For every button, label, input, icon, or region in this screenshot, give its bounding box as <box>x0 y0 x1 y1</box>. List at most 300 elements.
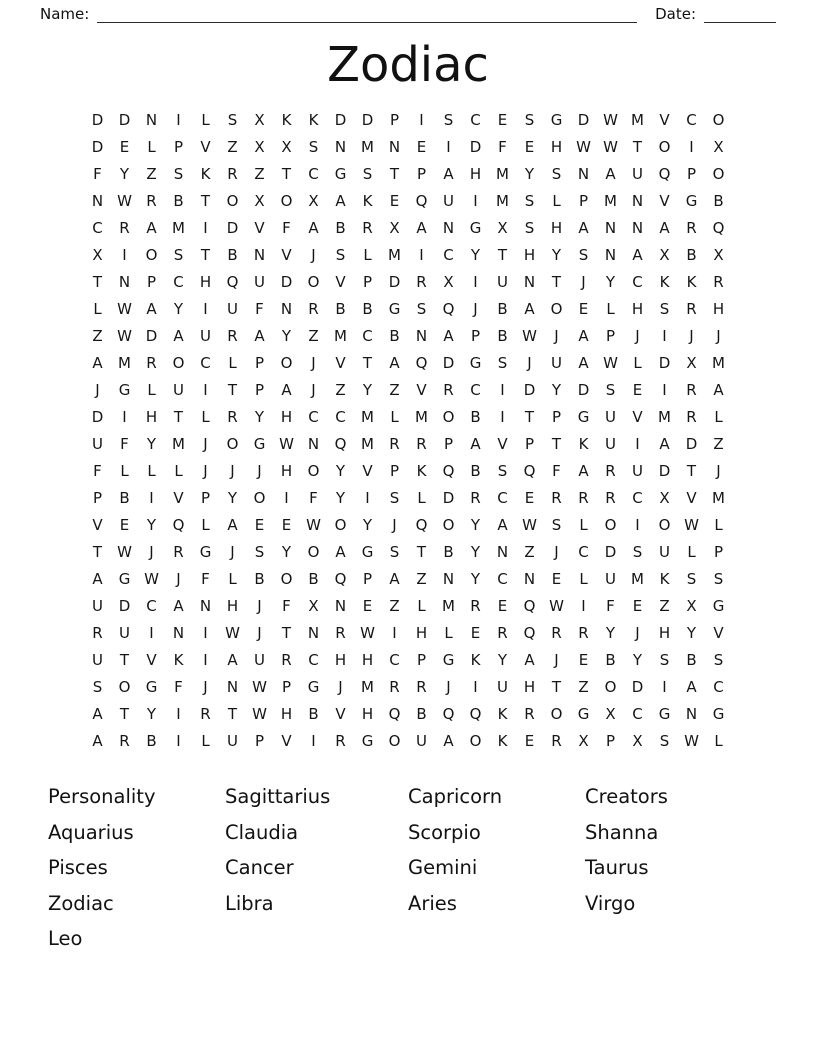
grid-letter: T <box>389 165 400 183</box>
grid-letter: J <box>716 327 721 345</box>
grid-letter: G <box>118 570 131 588</box>
grid-letter: X <box>713 246 724 264</box>
grid-letter: R <box>524 705 535 723</box>
word-list-item: Virgo <box>585 891 636 915</box>
grid-letter: T <box>497 246 508 264</box>
grid-letter: Y <box>281 327 292 345</box>
grid-letter: M <box>496 192 509 210</box>
grid-letter: S <box>254 543 265 561</box>
grid-letter: C <box>470 381 481 399</box>
grid-letter: U <box>632 165 643 183</box>
grid-letter: R <box>578 624 589 642</box>
grid-letter: N <box>415 327 428 345</box>
grid-letter: A <box>173 597 184 615</box>
grid-letter: D <box>442 489 455 507</box>
grid-letter: C <box>443 246 454 264</box>
grid-letter: A <box>659 435 670 453</box>
grid-letter: J <box>311 381 316 399</box>
grid-letter: L <box>201 516 210 534</box>
grid-letter: A <box>443 165 454 183</box>
grid-letter: T <box>119 705 130 723</box>
grid-letter: G <box>199 543 212 561</box>
grid-letter: Y <box>524 165 535 183</box>
grid-letter: I <box>203 300 208 318</box>
grid-letter: M <box>631 570 644 588</box>
grid-letter: X <box>605 705 616 723</box>
grid-letter: E <box>578 300 589 318</box>
grid-letter: J <box>473 300 478 318</box>
grid-letter: Y <box>335 462 346 480</box>
grid-letter: O <box>604 678 617 696</box>
grid-letter: U <box>443 192 454 210</box>
grid-letter: K <box>497 705 508 723</box>
grid-letter: X <box>713 138 724 156</box>
grid-letter: P <box>605 732 616 750</box>
grid-letter: P <box>92 489 103 507</box>
grid-letter: V <box>686 489 697 507</box>
grid-letter: L <box>147 138 156 156</box>
grid-letter: W <box>144 570 159 588</box>
grid-letter: G <box>388 300 401 318</box>
grid-letter: Y <box>254 408 265 426</box>
grid-letter: E <box>119 516 130 534</box>
grid-letter: I <box>662 678 667 696</box>
grid-letter: L <box>444 624 453 642</box>
grid-letter: D <box>658 354 671 372</box>
grid-letter: J <box>554 543 559 561</box>
grid-letter: Y <box>551 381 562 399</box>
grid-letter: Q <box>172 516 185 534</box>
grid-letter: J <box>311 354 316 372</box>
grid-letter: R <box>335 732 346 750</box>
grid-letter: N <box>631 219 644 237</box>
grid-letter: P <box>281 678 292 696</box>
grid-letter: L <box>390 408 399 426</box>
grid-letter: H <box>361 705 374 723</box>
grid-letter: S <box>443 111 454 129</box>
grid-letter: W <box>576 138 591 156</box>
grid-letter: L <box>147 381 156 399</box>
grid-letter: N <box>442 219 455 237</box>
grid-letter: H <box>415 624 428 642</box>
grid-letter: M <box>361 435 374 453</box>
grid-letter: C <box>578 543 589 561</box>
grid-letter: R <box>713 273 724 291</box>
grid-letter: B <box>335 300 346 318</box>
grid-letter: I <box>662 381 667 399</box>
grid-letter: W <box>279 435 294 453</box>
grid-letter: W <box>684 732 699 750</box>
grid-letter: A <box>443 732 454 750</box>
grid-letter: I <box>203 624 208 642</box>
grid-letter: I <box>473 192 478 210</box>
grid-letter: B <box>335 219 346 237</box>
grid-letter: N <box>307 624 320 642</box>
grid-letter: A <box>416 219 427 237</box>
grid-letter: W <box>522 327 537 345</box>
grid-letter: V <box>335 354 346 372</box>
grid-letter: H <box>469 165 482 183</box>
grid-letter: C <box>686 111 697 129</box>
grid-letter: B <box>686 246 697 264</box>
grid-letter: Y <box>686 624 697 642</box>
grid-letter: G <box>577 705 590 723</box>
grid-letter: G <box>712 597 725 615</box>
grid-letter: B <box>308 570 319 588</box>
grid-letter: L <box>201 111 210 129</box>
grid-letter: Y <box>470 570 481 588</box>
grid-letter: R <box>497 624 508 642</box>
grid-letter: Y <box>362 516 373 534</box>
grid-letter: J <box>176 570 181 588</box>
grid-letter: E <box>524 138 535 156</box>
grid-letter: T <box>281 165 292 183</box>
grid-letter: B <box>254 570 265 588</box>
grid-letter: W <box>117 192 132 210</box>
grid-letter: A <box>578 219 589 237</box>
grid-letter: B <box>686 651 697 669</box>
grid-letter: C <box>389 651 400 669</box>
grid-letter: P <box>524 435 535 453</box>
grid-letter: L <box>228 570 237 588</box>
grid-letter: F <box>93 165 102 183</box>
grid-letter: V <box>497 435 508 453</box>
grid-letter: V <box>362 462 373 480</box>
grid-letter: Z <box>335 381 346 399</box>
grid-letter: B <box>470 462 481 480</box>
grid-letter: Q <box>712 219 725 237</box>
grid-letter: E <box>551 570 562 588</box>
grid-letter: M <box>172 219 185 237</box>
word-search-grid <box>84 107 732 755</box>
grid-letter: T <box>632 138 643 156</box>
grid-letter: O <box>226 435 239 453</box>
grid-letter: S <box>713 651 724 669</box>
grid-letter: H <box>712 300 725 318</box>
grid-letter: I <box>635 516 640 534</box>
grid-letter: N <box>334 138 347 156</box>
grid-letter: L <box>606 300 615 318</box>
grid-letter: N <box>307 435 320 453</box>
grid-letter: X <box>578 732 589 750</box>
grid-letter: E <box>497 111 508 129</box>
grid-letter: G <box>118 381 131 399</box>
grid-letter: R <box>443 381 454 399</box>
grid-letter: K <box>281 111 292 129</box>
grid-letter: W <box>549 597 564 615</box>
grid-letter: R <box>551 732 562 750</box>
grid-letter: T <box>200 246 211 264</box>
word-list-item: Aries <box>408 891 457 915</box>
grid-letter: O <box>118 678 131 696</box>
grid-letter: P <box>551 408 562 426</box>
grid-letter: A <box>578 354 589 372</box>
grid-letter: M <box>118 354 131 372</box>
grid-letter: D <box>442 354 455 372</box>
grid-letter: V <box>416 381 427 399</box>
grid-letter: O <box>550 300 563 318</box>
grid-letter: B <box>497 327 508 345</box>
grid-letter: A <box>578 462 589 480</box>
grid-letter: A <box>146 219 157 237</box>
grid-letter: H <box>658 624 671 642</box>
grid-letter: P <box>443 435 454 453</box>
grid-letter: B <box>119 489 130 507</box>
grid-letter: L <box>687 543 696 561</box>
grid-letter: A <box>578 327 589 345</box>
grid-letter: X <box>659 246 670 264</box>
grid-letter: H <box>523 678 536 696</box>
grid-letter: D <box>145 327 158 345</box>
grid-letter: I <box>284 489 289 507</box>
grid-letter: J <box>203 462 208 480</box>
grid-letter: R <box>281 651 292 669</box>
grid-letter: C <box>713 678 724 696</box>
grid-letter: K <box>470 651 481 669</box>
grid-letter: T <box>92 543 103 561</box>
grid-letter: B <box>713 192 724 210</box>
grid-letter: Q <box>415 516 428 534</box>
grid-letter: U <box>254 651 265 669</box>
grid-letter: Q <box>442 300 455 318</box>
grid-letter: C <box>497 489 508 507</box>
grid-letter: Q <box>523 462 536 480</box>
grid-letter: L <box>633 354 642 372</box>
grid-letter: V <box>713 624 724 642</box>
grid-letter: J <box>230 462 235 480</box>
grid-letter: R <box>686 381 697 399</box>
grid-letter: R <box>416 273 427 291</box>
grid-letter: D <box>334 111 347 129</box>
grid-letter: A <box>659 219 670 237</box>
grid-letter: K <box>659 273 670 291</box>
grid-letter: O <box>658 138 671 156</box>
grid-letter: M <box>361 678 374 696</box>
grid-letter: O <box>226 192 239 210</box>
grid-letter: R <box>146 192 157 210</box>
grid-letter: Y <box>551 246 562 264</box>
grid-letter: M <box>712 489 725 507</box>
word-list-item: Shanna <box>585 820 659 844</box>
grid-letter: I <box>203 219 208 237</box>
grid-letter: O <box>334 516 347 534</box>
grid-letter: X <box>92 246 103 264</box>
grid-letter: A <box>470 435 481 453</box>
word-list-column <box>225 779 408 957</box>
grid-letter: O <box>280 354 293 372</box>
grid-letter: E <box>524 732 535 750</box>
grid-letter: G <box>685 192 698 210</box>
word-list-item: Capricorn <box>408 785 503 808</box>
grid-letter: Z <box>713 435 724 453</box>
grid-letter: I <box>419 246 424 264</box>
grid-letter: Y <box>335 489 346 507</box>
grid-letter: J <box>257 597 262 615</box>
grid-letter: J <box>203 435 208 453</box>
grid-letter: T <box>200 192 211 210</box>
grid-letter: V <box>632 408 643 426</box>
grid-letter: P <box>416 651 427 669</box>
grid-letter: O <box>658 516 671 534</box>
grid-letter: N <box>172 624 185 642</box>
grid-letter: U <box>605 570 616 588</box>
grid-letter: K <box>416 462 427 480</box>
grid-letter: O <box>280 570 293 588</box>
grid-letter: P <box>578 192 589 210</box>
grid-letter: V <box>281 246 292 264</box>
grid-letter: O <box>550 705 563 723</box>
grid-letter: C <box>200 354 211 372</box>
grid-letter: I <box>500 381 505 399</box>
word-list-item: Pisces <box>48 856 108 880</box>
grid-letter: P <box>173 138 184 156</box>
grid-letter: R <box>227 327 238 345</box>
grid-letter: Z <box>389 597 400 615</box>
grid-letter: B <box>308 705 319 723</box>
grid-letter: S <box>497 462 508 480</box>
grid-letter: I <box>149 489 154 507</box>
grid-letter: S <box>551 516 562 534</box>
grid-letter: E <box>254 516 265 534</box>
grid-letter: F <box>201 570 210 588</box>
grid-letter: P <box>362 273 373 291</box>
grid-letter: S <box>551 165 562 183</box>
grid-letter: M <box>631 111 644 129</box>
grid-letter: M <box>415 408 428 426</box>
grid-letter: L <box>147 462 156 480</box>
name-blank-line <box>97 5 637 23</box>
grid-letter: G <box>577 408 590 426</box>
grid-letter: F <box>309 489 318 507</box>
grid-letter: R <box>146 354 157 372</box>
grid-letter: B <box>227 246 238 264</box>
grid-letter: A <box>281 381 292 399</box>
grid-letter: C <box>632 705 643 723</box>
grid-letter: Q <box>658 165 671 183</box>
word-list-item: Aquarius <box>48 820 134 844</box>
grid-letter: B <box>497 300 508 318</box>
grid-letter: A <box>389 354 400 372</box>
grid-letter: V <box>659 192 670 210</box>
grid-letter: I <box>419 111 424 129</box>
grid-letter: U <box>173 381 184 399</box>
grid-letter: I <box>446 138 451 156</box>
grid-letter: J <box>689 327 694 345</box>
grid-letter: Z <box>254 165 265 183</box>
grid-letter: S <box>92 678 103 696</box>
grid-letter: U <box>659 543 670 561</box>
grid-letter: X <box>308 192 319 210</box>
word-list-item: Claudia <box>225 820 299 844</box>
grid-letter: G <box>469 219 482 237</box>
grid-letter: X <box>632 732 643 750</box>
word-list-item: Libra <box>225 891 274 915</box>
grid-letter: Y <box>146 435 157 453</box>
grid-letter: E <box>497 597 508 615</box>
grid-letter: A <box>92 732 103 750</box>
grid-letter: H <box>550 219 563 237</box>
grid-letter: I <box>149 624 154 642</box>
grid-letter: T <box>551 273 562 291</box>
grid-letter: E <box>524 489 535 507</box>
grid-letter: A <box>173 327 184 345</box>
grid-letter: J <box>311 246 316 264</box>
grid-letter: X <box>686 597 697 615</box>
grid-letter: L <box>714 732 723 750</box>
grid-letter: N <box>253 246 266 264</box>
grid-letter: C <box>146 597 157 615</box>
grid-letter: G <box>253 435 266 453</box>
grid-letter: Q <box>388 705 401 723</box>
grid-letter: S <box>362 165 373 183</box>
grid-letter: J <box>527 354 532 372</box>
grid-letter: W <box>360 624 375 642</box>
grid-letter: M <box>361 408 374 426</box>
grid-letter: H <box>523 246 536 264</box>
grid-letter: Y <box>605 273 616 291</box>
grid-letter: E <box>416 138 427 156</box>
grid-letter: O <box>604 516 617 534</box>
grid-letter: V <box>173 489 184 507</box>
grid-letter: S <box>173 165 184 183</box>
grid-letter: E <box>578 651 589 669</box>
grid-letter: H <box>361 651 374 669</box>
word-list-item: Gemini <box>408 856 478 880</box>
grid-letter: O <box>172 354 185 372</box>
grid-letter: X <box>308 597 319 615</box>
grid-letter: G <box>307 678 320 696</box>
grid-letter: L <box>363 246 372 264</box>
grid-letter: Y <box>173 300 184 318</box>
grid-letter: H <box>550 138 563 156</box>
grid-letter: J <box>635 327 640 345</box>
grid-letter: O <box>307 543 320 561</box>
grid-letter: N <box>226 678 239 696</box>
grid-letter: C <box>335 408 346 426</box>
grid-letter: U <box>92 597 103 615</box>
grid-letter: W <box>117 327 132 345</box>
grid-letter: F <box>93 462 102 480</box>
grid-letter: L <box>201 732 210 750</box>
grid-letter: I <box>500 408 505 426</box>
grid-letter: X <box>443 273 454 291</box>
grid-letter: P <box>389 111 400 129</box>
grid-letter: A <box>92 570 103 588</box>
grid-letter: I <box>392 624 397 642</box>
grid-letter: Q <box>415 192 428 210</box>
grid-letter: V <box>281 732 292 750</box>
grid-letter: G <box>712 705 725 723</box>
grid-letter: U <box>227 300 238 318</box>
grid-letter: B <box>362 300 373 318</box>
grid-letter: L <box>579 516 588 534</box>
grid-letter: A <box>92 354 103 372</box>
grid-letter: Y <box>497 651 508 669</box>
grid-letter: L <box>417 489 426 507</box>
grid-letter: W <box>603 111 618 129</box>
grid-letter: Q <box>415 354 428 372</box>
grid-letter: N <box>523 273 536 291</box>
grid-letter: P <box>686 165 697 183</box>
grid-letter: L <box>120 462 129 480</box>
grid-letter: W <box>684 516 699 534</box>
grid-letter: W <box>603 354 618 372</box>
grid-letter: L <box>552 192 561 210</box>
grid-letter: M <box>496 165 509 183</box>
grid-letter: P <box>200 489 211 507</box>
grid-letter: L <box>228 354 237 372</box>
grid-letter: R <box>92 624 103 642</box>
